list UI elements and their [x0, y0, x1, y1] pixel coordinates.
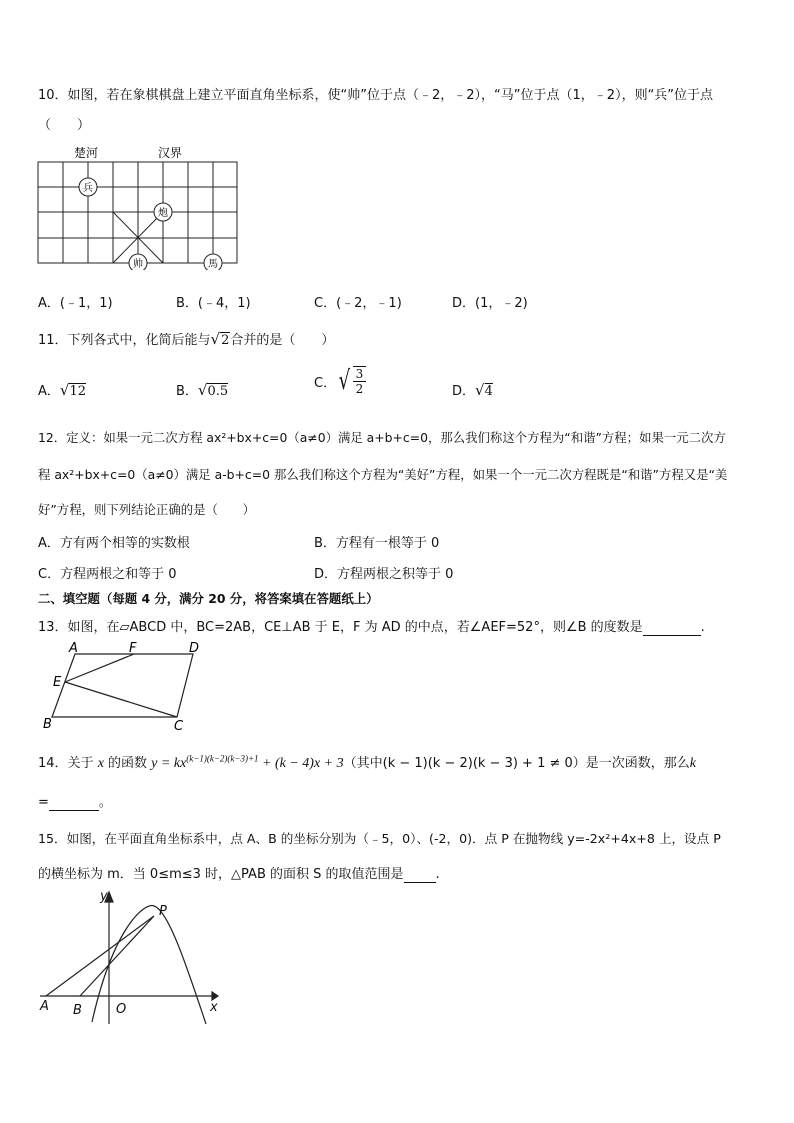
- piece-pao: [154, 203, 172, 221]
- q15-line-2: 的横坐标为 m．当 0≤m≤3 时，△PAB 的面积 S 的取值范围是 .: [38, 867, 440, 882]
- q15-answer-blank: [404, 867, 436, 883]
- label-c: C: [174, 719, 184, 734]
- label-p: P: [159, 904, 167, 919]
- board-label-chuhe: 楚河: [74, 146, 99, 160]
- q11-option-a: A．√12: [38, 381, 87, 399]
- q11-option-c: C．√ $\frac{3}{2}$: [314, 366, 366, 396]
- q10-option-c: C．(﹣2，﹣1): [314, 296, 402, 311]
- q15-line-1: 15．如图，在平面直角坐标系中，点 A、B 的坐标分别为（﹣5，0）、(-2，0)．点 P 在抛物线 y=-2x²+4x+8 上，设点 P: [38, 831, 721, 846]
- label-o: O: [116, 1002, 127, 1017]
- chess-board-figure: [30, 142, 250, 270]
- label-b: B: [43, 717, 52, 732]
- q10-paren: （ ）: [38, 118, 91, 133]
- label-a: A: [69, 642, 78, 656]
- label-e: E: [53, 675, 62, 690]
- q11-option-b: B．√0.5: [176, 381, 229, 399]
- q14-answer-line: = 。: [38, 795, 112, 810]
- q12-line-3: 好”方程，则下列结论正确的是（ ）: [38, 502, 256, 517]
- q13-answer-blank: [643, 620, 701, 636]
- q14-function: $y = kx^{(k-1)(k-2)(k-3)+1} + (k - 4)x + 3$: [151, 753, 344, 771]
- segment-ap: [46, 916, 154, 996]
- segment-bp: [80, 916, 154, 996]
- q11-stem: 11．下列各式中，化简后能与√2合并的是（ ）: [38, 330, 335, 348]
- q10-stem: 10．如图，若在象棋棋盘上建立平面直角坐标系，使“帅”位于点（﹣2，﹣2），“马”位于点（1，﹣2），则“兵”位于点: [38, 88, 714, 103]
- section-heading-fill-in: 二、填空题（每题 4 分，满分 20 分，将答案填在答题纸上）: [38, 591, 379, 606]
- svg-text:馬: 馬: [208, 259, 218, 270]
- q12-option-c: C．方程两根之和等于 0: [38, 567, 177, 582]
- q12-option-b: B．方程有一根等于 0: [314, 536, 440, 551]
- label-f: F: [129, 642, 137, 656]
- q11-option-d: D．√4: [452, 381, 493, 399]
- q13-stem: 13．如图，在▱ABCD 中，BC=2AB，CE⊥AB 于 E，F 为 AD 的中点，若∠AEF=52°，则∠B 的度数是 .: [38, 620, 705, 635]
- q12-option-a: A．方有两个相等的实数根: [38, 536, 190, 551]
- q12-line-1: 12．定义：如果一元二次方程 ax²+bx+c=0（a≠0）满足 a+b+c=0，那么我们称这个方程为“和谐”方程；如果一元二次方: [38, 430, 726, 445]
- piece-bing: [79, 178, 97, 196]
- svg-text:帅: 帅: [133, 259, 143, 270]
- parabola-figure: [36, 884, 220, 1030]
- svg-text:炮: 炮: [158, 208, 168, 219]
- board-grid: [38, 162, 237, 263]
- q14-stem: 14．关于 x 的函数 $y = kx^{(k-1)(k-2)(k-3)+1} + (k - 4)x + 3$（其中(k − 1)(k − 2)(k − 3) + 1 ≠ 0）是一次函数，那么k: [38, 753, 697, 771]
- label-b: B: [73, 1003, 82, 1018]
- parallelogram-figure: [38, 642, 218, 734]
- sqrt-2: √2: [210, 330, 230, 348]
- q10-option-d: D．(1，﹣2): [452, 296, 528, 311]
- q14-answer-blank: [49, 795, 99, 811]
- board-label-hanjie: 汉界: [158, 146, 183, 160]
- q10-option-b: B．(﹣4，1): [176, 296, 251, 311]
- label-x: x: [210, 1000, 218, 1015]
- q10-option-a: A．(﹣1，1): [38, 296, 113, 311]
- q12-option-d: D．方程两根之积等于 0: [314, 567, 454, 582]
- label-a: A: [40, 999, 49, 1014]
- svg-text:兵: 兵: [83, 183, 93, 194]
- piece-shuai: [129, 254, 147, 270]
- piece-ma: [204, 254, 222, 270]
- label-y: y: [100, 889, 108, 904]
- q12-line-2: 程 ax²+bx+c=0（a≠0）满足 a-b+c=0 那么我们称这个方程为“美好”方程，如果一个一元二次方程既是“和谐”方程又是“美: [38, 467, 728, 482]
- x-axis-arrow-icon: [212, 992, 218, 1000]
- label-d: D: [189, 642, 200, 656]
